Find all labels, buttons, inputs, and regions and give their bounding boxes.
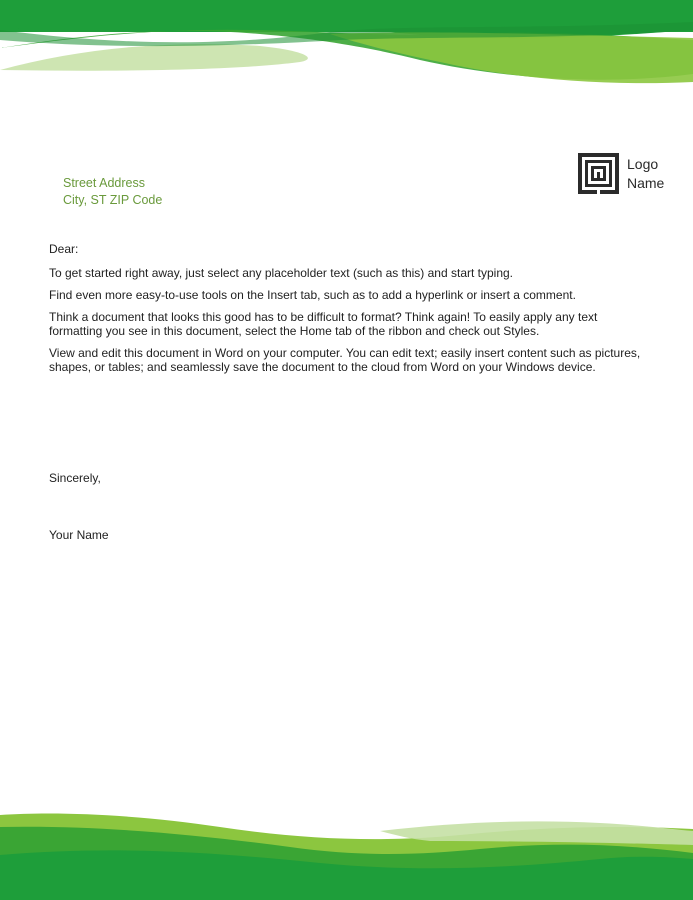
street-address: Street Address — [63, 176, 145, 190]
body-paragraph: To get started right away, just select any placeholder text (such as this) and start typing. — [49, 266, 514, 280]
body-paragraph: View and edit this document in Word on your computer. You can edit text; easily insert content such as pictures, shapes, or tables; and seamlessly save the document to the cloud from Word on your Windows device. — [49, 346, 641, 374]
maze-logo-icon — [578, 153, 619, 194]
body-paragraph: Think a document that looks this good has to be difficult to format? Think again! To easily apply any text formatting you see in this document, select the Home tab of the ribbon and check out Styles. — [49, 310, 598, 338]
salutation: Dear: — [49, 242, 79, 256]
closing: Sincerely, — [49, 471, 101, 485]
sender-address — [63, 175, 162, 209]
letter-body — [49, 242, 649, 382]
logo — [578, 153, 677, 194]
footer-wave-decoration — [0, 805, 693, 900]
header-wave-decoration — [0, 0, 693, 90]
signature-name: Your Name — [49, 528, 109, 542]
body-paragraph: Find even more easy-to-use tools on the Insert tab, such as to add a hyperlink or insert a comment. — [49, 288, 576, 302]
logo-name-text: Logo Name — [627, 156, 665, 191]
city-state-zip: City, ST ZIP Code — [63, 193, 163, 207]
